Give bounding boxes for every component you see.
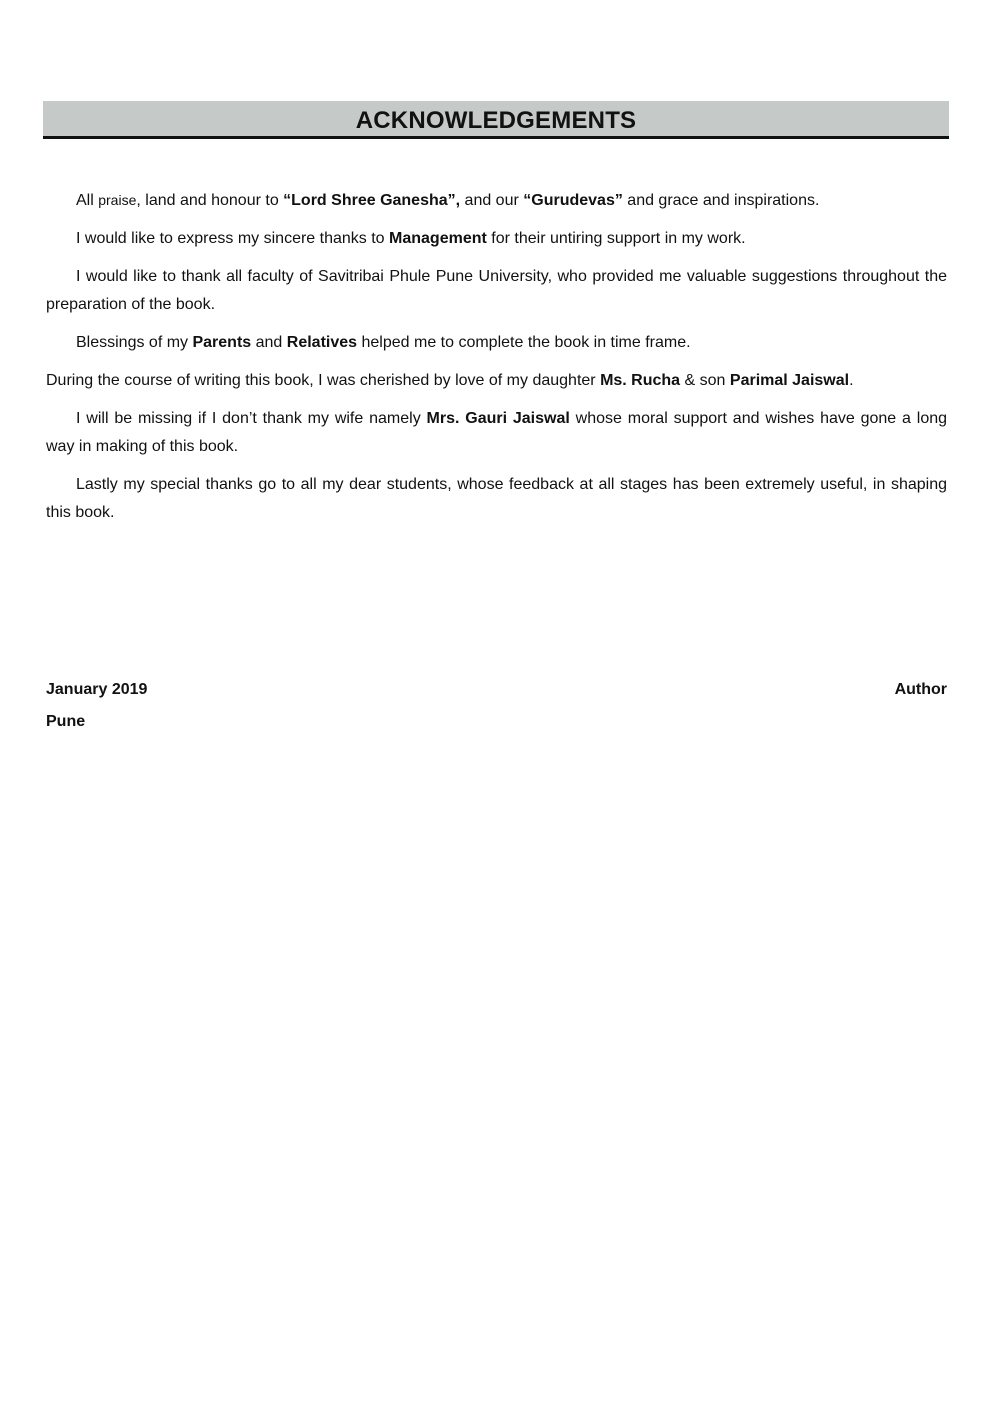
paragraph-parents xyxy=(46,329,947,357)
text-run: All xyxy=(76,192,99,209)
signature-date: January 2019 xyxy=(46,681,148,698)
text-run: I would like to express my sincere thanks to xyxy=(76,230,390,247)
text-run: During the course of writing this book, I was cherished by love of my daughter xyxy=(46,372,601,389)
signature-place: Pune xyxy=(46,713,86,730)
text-run: for their untiring support in my work. xyxy=(486,230,746,247)
text-run: Lastly my special thanks go to all my dear students, whose feedback at all stages has been extremely useful, in shaping this book. xyxy=(46,476,947,521)
signature-row xyxy=(46,674,947,706)
bold-name: “Lord Shree Ganesha”, xyxy=(283,192,461,209)
bold-name: “Gurudevas” xyxy=(523,192,623,209)
bold-name: Parents xyxy=(192,334,252,351)
text-run: I will be missing if I don’t thank my wife namely xyxy=(76,410,427,427)
bold-name: Parimal Jaiswal xyxy=(729,372,850,389)
paragraph-praise xyxy=(46,186,947,215)
text-run: & son xyxy=(680,372,730,389)
text-run: helped me to complete the book in time frame. xyxy=(357,334,691,351)
text-run: and our xyxy=(460,192,524,209)
signature-role: Author xyxy=(894,681,947,698)
paragraph-wife xyxy=(46,405,947,461)
text-run: . xyxy=(849,372,854,389)
text-run: , land and honour to xyxy=(136,192,284,209)
paragraph-students xyxy=(46,471,947,527)
paragraph-faculty xyxy=(46,263,947,319)
text-run: whose moral support and wishes have gone a long way in making of this book. xyxy=(46,410,948,455)
bold-name: Relatives xyxy=(286,334,358,351)
bold-name: Mrs. Gauri Jaiswal xyxy=(426,410,570,427)
bold-name: Ms. Rucha xyxy=(600,372,681,389)
text-run: Blessings of my xyxy=(76,334,193,351)
paragraph-family xyxy=(46,367,947,395)
text-run: and grace and inspirations. xyxy=(622,192,820,209)
paragraph-management xyxy=(46,225,947,253)
text-run: I would like to thank all faculty of Savitribai Phule Pune University, who provided me valuable suggestions throughout the preparation of the book. xyxy=(46,268,947,313)
text-run: and xyxy=(251,334,287,351)
signature-block xyxy=(46,674,947,738)
bold-name: Management xyxy=(389,230,487,247)
acknowledgement-body xyxy=(46,186,947,537)
page-title: ACKNOWLEDGEMENTS xyxy=(355,106,637,134)
heading-band xyxy=(43,101,949,139)
text-run: praise xyxy=(98,192,137,208)
